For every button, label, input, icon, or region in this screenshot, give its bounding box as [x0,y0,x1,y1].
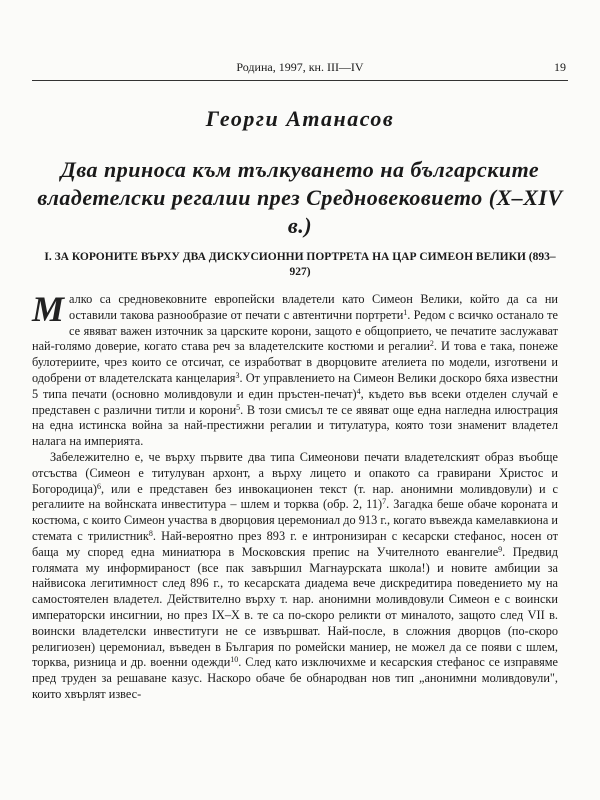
footnote-ref: 6 [97,481,102,491]
section-heading: I. ЗА КОРОНИТЕ ВЪРХУ ДВА ДИСКУСИОННИ ПОРТРЕТА НА ЦАР СИМЕОН ВЕЛИКИ (893–927) [44,251,556,278]
paragraph-2 [32,450,558,703]
footnote-ref: 7 [382,497,387,507]
footnote-ref: 5 [236,402,241,412]
text-segment: , или е представен без инвокационен текст (т. нар. анонимни моливдовули) и с регалиите на войнската инвеститура – шлем и торква (обр. 2, 11) [32,481,558,512]
journal-issue: Родина, 1997, кн. III—IV [236,60,364,74]
footnote-ref: 3 [235,370,240,380]
article-title: Два приноса към тълкуването на българските владетелски регалии през Средновековието (X–XIV в.) [37,157,563,238]
text-segment: . Редом с всичко останало те се явяват важен източник за царските корони, защото е общоприето, че печатите заслужават най-голямо доверие, когато става реч за владетелските костюми и регалии [32,307,558,354]
author-name: Георги Атанасов [205,106,395,131]
footnote-ref: 4 [356,386,361,396]
article-body [32,289,558,703]
text-segment: алко са средновековните европейски владетели като Симеон Велики, който да са ни оставили такова разнообразие от печати с автентични портрети [69,292,558,322]
footnote-ref: 8 [148,528,153,538]
footnote-ref: 2 [429,339,434,349]
running-header [32,58,568,81]
drop-cap: М [32,289,65,329]
footnote-ref: 9 [498,544,503,554]
text-segment: . От управлението на Симеон Велики доскоро бяха известни 5 типа печати (основно моливдовули и един пръстен-печат) [32,370,558,401]
text-segment: , където във всеки отделен случай е представен с различни титли и корони [32,386,558,417]
footnote-ref: 10 [230,655,239,665]
text-segment: . В този смисъл те се явяват още една нагледна илюстрация на една истинска война за най-престижни регалии и титулатура, която този знаменит владетел налага на империята. [32,402,558,449]
text-segment: . Предвид голямата му информираност (все пак завършил Магнаурската школа!) и новите амбиции за найвисока легитимност след 896 г., то кесарската диадема вече дискредитира поведението му на самостоятелен владетел. Действително върху т. нар. анонимни моливдовули Симеон е с воински императорски инсигнии, но през IX–X в. те са по-скоро реликти от миналото, защото след VII в. воински владетелски инвеституги не се извършват. Най-после, в сложния дворцов (по-скоро религиозен) церемониал, въведен в България по ромейски маниер, не можел да се появи с шлем, торква, ризница и др. военни одежди [32,544,558,670]
text-segment: . И това е така, понеже булотериите, чрез които се отсичат, се изработват в дворцовите ателиета по модели, изготвени и одобрени от владетелската канцелария [32,339,558,385]
footnote-ref: 1 [403,307,408,317]
paragraph-1 [32,289,558,450]
text-segment: . Най-вероятно през 893 г. е интронизиран с кесарски стефанос, носен от баща му според една миниатюра в Московския препис на Учителното евангелие [32,528,558,559]
text-segment: . След като изключихме и кесарския стефанос се изправяме пред труден за решаване казус. Наскоро обаче бе обнародван нов тип „анонимни моливдовули", които хвърлят извес- [32,655,558,701]
text-segment: Забележително е, че върху първите два типа Симеонови печати владетелският образ въобще отсъства (Симеон е титулуван архонт, а върху лицето и опакото са гравирани Христос и Богородица) [32,449,558,496]
page-number: 19 [554,60,566,74]
text-segment: . Загадка беше обаче короната и костюма, с които Симеон участва в дворцовия церемониал до 913 г., когато въвежда камелавкиона и стемата с трилистник [32,497,558,543]
